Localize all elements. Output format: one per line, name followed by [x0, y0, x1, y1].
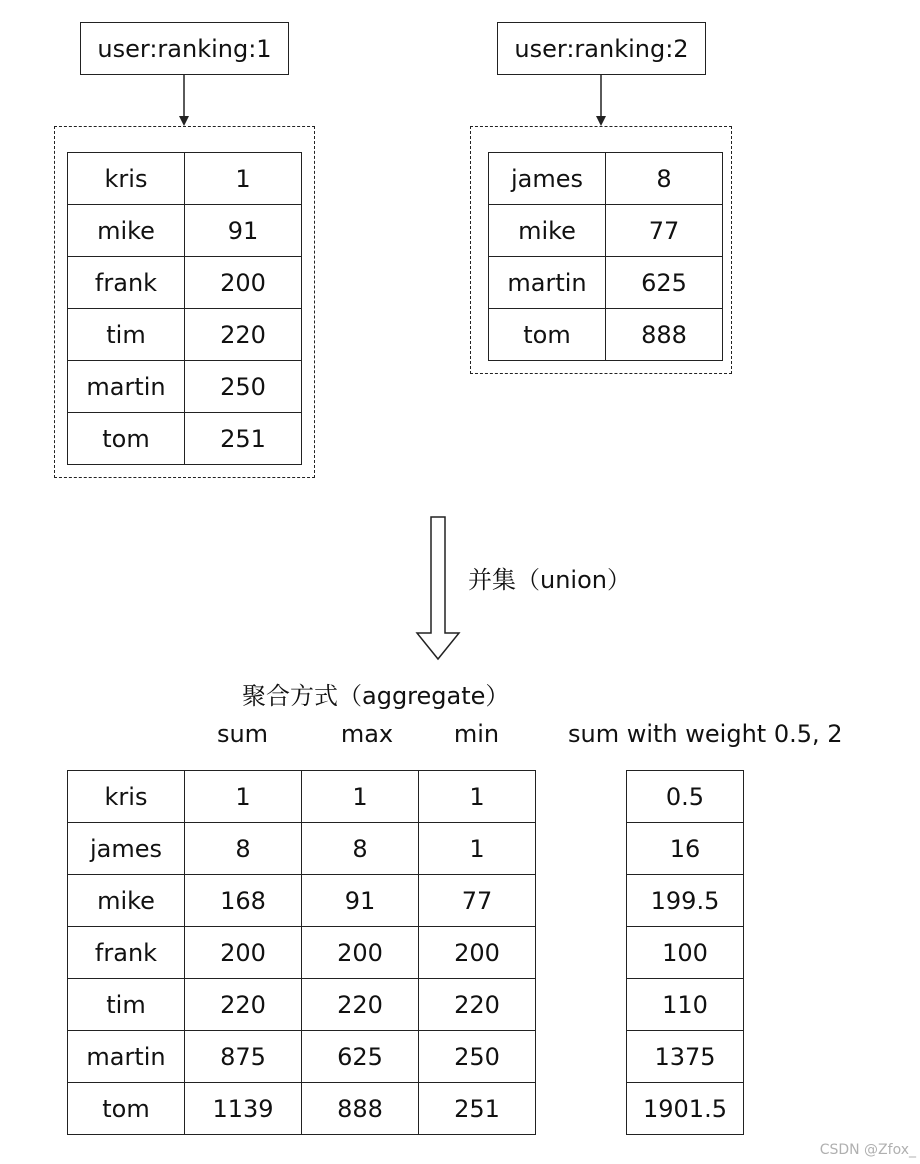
score-cell: 200 [185, 927, 302, 979]
weighted-table [626, 770, 744, 1135]
header-sum: sum [216, 720, 269, 748]
score-cell: 250 [185, 361, 302, 413]
score-cell: 1 [185, 771, 302, 823]
union-label: 并集（union） [468, 566, 631, 594]
weighted-row [627, 771, 744, 823]
score-cell: 77 [419, 875, 536, 927]
member-cell: martin [68, 361, 185, 413]
score-cell: 8 [302, 823, 419, 875]
aggregate-label: 聚合方式（aggregate） [242, 682, 510, 710]
score-cell: 1375 [627, 1031, 744, 1083]
set1-row [68, 257, 302, 309]
weighted-row [627, 979, 744, 1031]
weighted-row [627, 823, 744, 875]
member-cell: mike [68, 205, 185, 257]
weighted-row [627, 1083, 744, 1135]
member-cell: tom [68, 1083, 185, 1135]
score-cell: 1 [185, 153, 302, 205]
score-cell: 1 [419, 771, 536, 823]
score-cell: 220 [185, 309, 302, 361]
set2-row [489, 309, 723, 361]
set1-arrow [174, 74, 194, 128]
score-cell: 200 [302, 927, 419, 979]
union-arrow [414, 515, 462, 663]
score-cell: 888 [606, 309, 723, 361]
result-row [68, 771, 536, 823]
member-cell: james [68, 823, 185, 875]
member-cell: mike [489, 205, 606, 257]
score-cell: 1139 [185, 1083, 302, 1135]
result-row [68, 927, 536, 979]
set2-row [489, 257, 723, 309]
set2-key-box [497, 22, 706, 75]
member-cell: martin [489, 257, 606, 309]
watermark: CSDN @Zfox_ [819, 1142, 916, 1158]
set1-table [67, 152, 302, 465]
score-cell: 220 [185, 979, 302, 1031]
member-cell: martin [68, 1031, 185, 1083]
set1-row [68, 413, 302, 465]
score-cell: 251 [419, 1083, 536, 1135]
result-table [67, 770, 536, 1135]
score-cell: 1901.5 [627, 1083, 744, 1135]
set1-row [68, 205, 302, 257]
score-cell: 875 [185, 1031, 302, 1083]
result-row [68, 979, 536, 1031]
score-cell: 888 [302, 1083, 419, 1135]
score-cell: 16 [627, 823, 744, 875]
set1-key-label: user:ranking:1 [97, 34, 272, 63]
weighted-row [627, 1031, 744, 1083]
score-cell: 8 [606, 153, 723, 205]
score-cell: 625 [606, 257, 723, 309]
score-cell: 625 [302, 1031, 419, 1083]
member-cell: kris [68, 153, 185, 205]
set1-key-box [80, 22, 289, 75]
result-row [68, 1083, 536, 1135]
member-cell: tim [68, 309, 185, 361]
set2-row [489, 205, 723, 257]
weighted-row [627, 875, 744, 927]
score-cell: 251 [185, 413, 302, 465]
member-cell: james [489, 153, 606, 205]
set1-row [68, 361, 302, 413]
result-row [68, 875, 536, 927]
score-cell: 220 [419, 979, 536, 1031]
score-cell: 91 [302, 875, 419, 927]
score-cell: 200 [419, 927, 536, 979]
member-cell: mike [68, 875, 185, 927]
result-row [68, 1031, 536, 1083]
member-cell: tom [489, 309, 606, 361]
score-cell: 250 [419, 1031, 536, 1083]
score-cell: 91 [185, 205, 302, 257]
score-cell: 100 [627, 927, 744, 979]
score-cell: 168 [185, 875, 302, 927]
header-min: min [453, 720, 500, 748]
set2-row [489, 153, 723, 205]
weighted-row [627, 927, 744, 979]
set2-key-label: user:ranking:2 [514, 34, 689, 63]
score-cell: 110 [627, 979, 744, 1031]
member-cell: tim [68, 979, 185, 1031]
member-cell: tom [68, 413, 185, 465]
member-cell: frank [68, 927, 185, 979]
set2-arrow [591, 74, 611, 128]
member-cell: kris [68, 771, 185, 823]
score-cell: 8 [185, 823, 302, 875]
score-cell: 200 [185, 257, 302, 309]
set1-row [68, 153, 302, 205]
score-cell: 77 [606, 205, 723, 257]
set1-row [68, 309, 302, 361]
header-max: max [340, 720, 394, 748]
result-row [68, 823, 536, 875]
set2-table [488, 152, 723, 361]
score-cell: 220 [302, 979, 419, 1031]
header-weighted: sum with weight 0.5, 2 [568, 720, 843, 748]
score-cell: 1 [302, 771, 419, 823]
member-cell: frank [68, 257, 185, 309]
score-cell: 199.5 [627, 875, 744, 927]
score-cell: 1 [419, 823, 536, 875]
score-cell: 0.5 [627, 771, 744, 823]
